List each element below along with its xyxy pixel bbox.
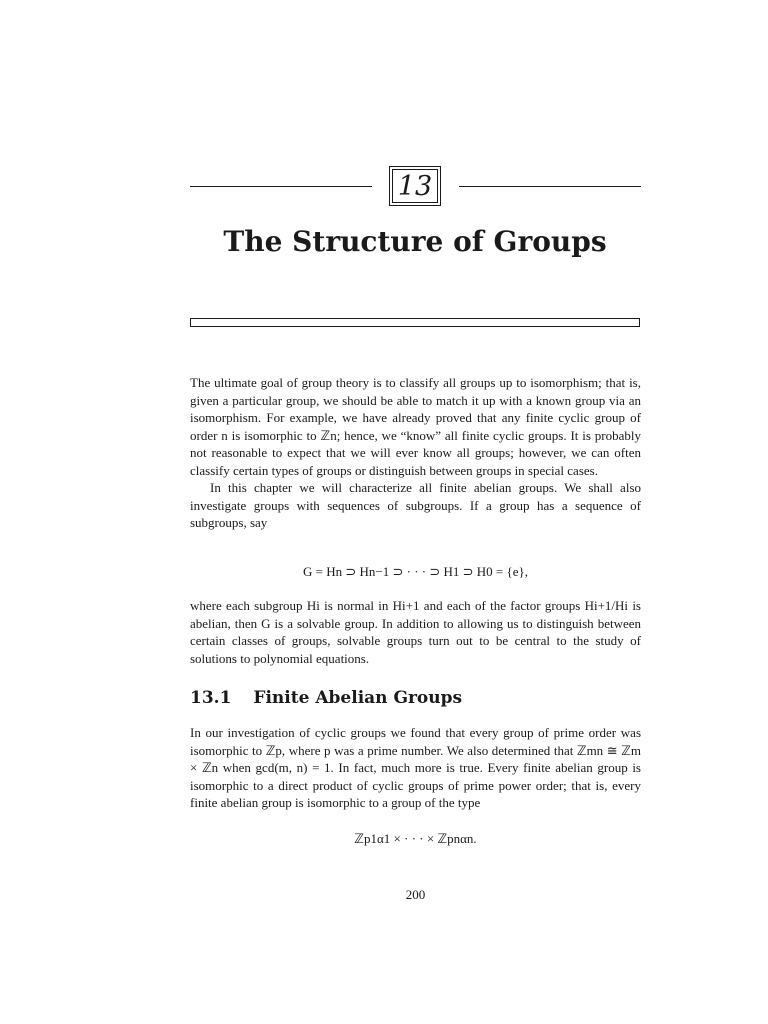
- intro-text: [190, 374, 641, 532]
- chapter-number-box: [389, 166, 441, 206]
- chapter-number: 13: [392, 169, 438, 203]
- section-number: 13.1: [190, 688, 232, 708]
- intro-paragraph-3: where each subgroup Hi is normal in Hi+1 and each of the factor groups Hi+1/Hi is abelian, then G is a solvable group. In addition to allowing us to distinguish between certain classes of groups, solvable groups turn out to be central to the study of solutions to polynomial equations.: [190, 598, 641, 666]
- section-heading: [190, 688, 462, 708]
- section-text: [190, 724, 641, 812]
- chapter-rule-right: [459, 186, 641, 187]
- chapter-title: The Structure of Groups: [223, 225, 607, 258]
- page-number: 200: [405, 887, 426, 902]
- direct-product-equation: ℤp1α1 × · · · × ℤpnαn.: [354, 831, 477, 846]
- subgroup-series-equation: G = Hn ⊃ Hn−1 ⊃ · · · ⊃ H1 ⊃ H0 = {e},: [303, 564, 528, 579]
- intro-paragraph-2: In this chapter we will characterize all finite abelian groups. We shall also investigate groups with sequences of subgroups. If a group has a sequence of subgroups, say: [190, 480, 641, 530]
- section-title: Finite Abelian Groups: [253, 688, 463, 708]
- title-underline-bar: [190, 318, 640, 327]
- chapter-rule-left: [190, 186, 372, 187]
- intro-paragraph-1: The ultimate goal of group theory is to classify all groups up to isomorphism; that is, given a particular group, we should be able to match it up with a known group via an isomorphism. For example, we have already proved that any finite cyclic group of order n is isomorphic to ℤn; hence, we “know” all finite cyclic groups. It is probably not reasonable to expect that we will ever know all groups; however, we can often classify certain types of groups or distinguish between groups in special cases.: [190, 375, 641, 478]
- intro-continuation: [190, 597, 641, 667]
- section-paragraph-1: In our investigation of cyclic groups we found that every group of prime order was isomorphic to ℤp, where p was a prime number. We also determined that ℤmn ≅ ℤm × ℤn when gcd(m, n) = 1. In fact, much more is true. Every finite abelian group is isomorphic to a direct product of cyclic groups of prime power order; that is, every finite abelian group is isomorphic to a group of the type: [190, 725, 641, 810]
